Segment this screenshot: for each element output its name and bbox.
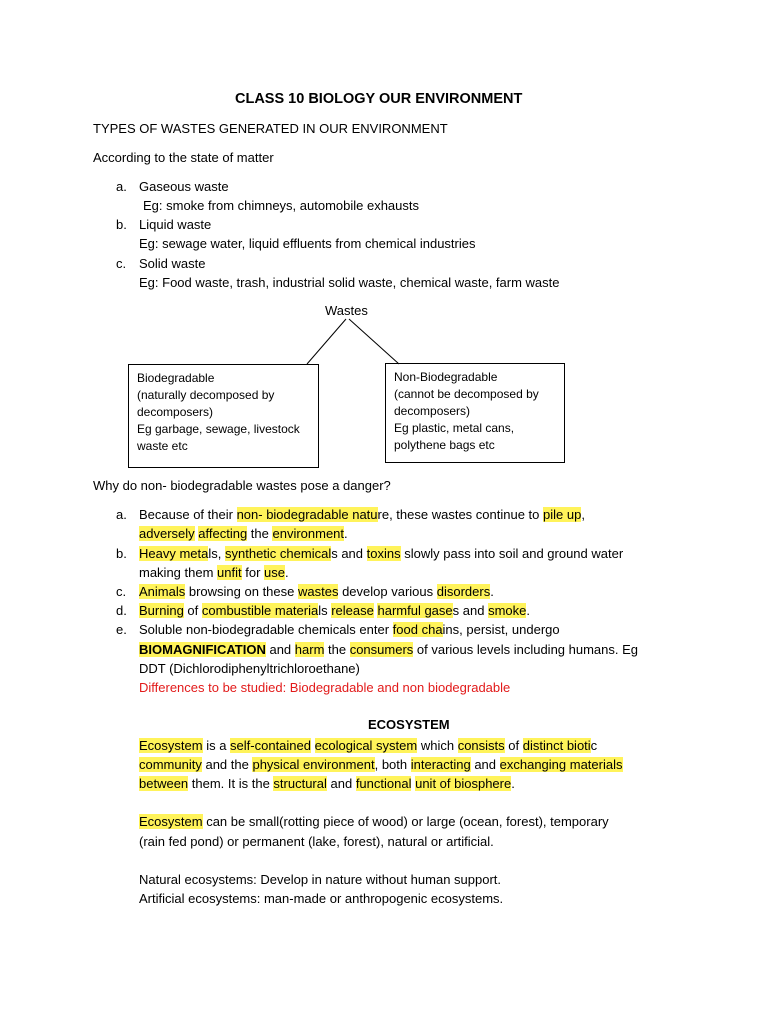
danger-marker-e: e. (116, 622, 127, 637)
biodegradable-line-2: (naturally decomposed by (137, 388, 275, 402)
non-biodegradable-box (385, 363, 565, 463)
danger-question: Why do non- biodegradable wastes pose a danger? (93, 478, 391, 493)
danger-d-line: Burning of combustible materials release harmful gases and smoke. (139, 603, 530, 618)
danger-marker-c: c. (116, 584, 127, 599)
state-marker-a: a. (116, 179, 127, 194)
state-liquid-eg: Eg: sewage water, liquid effluents from chemical industries (139, 236, 476, 251)
danger-b-line-1: Heavy metals, synthetic chemicals and toxins slowly pass into soil and ground water (139, 546, 624, 561)
ecosystem-p2-line-2: (rain fed pond) or permanent (lake, forest), natural or artificial. (139, 834, 494, 849)
state-gaseous-eg: Eg: smoke from chimneys, automobile exhausts (143, 198, 420, 213)
danger-marker-d: d. (116, 603, 127, 618)
non-biodegradable-line-5: polythene bags etc (394, 438, 495, 452)
danger-a-line-2: adversely affecting the environment. (139, 526, 348, 541)
biodegradable-line-4: Eg garbage, sewage, livestock (137, 422, 300, 436)
danger-b-line-2: making them unfit for use. (139, 565, 289, 580)
danger-e-line-1: Soluble non-biodegradable chemicals enter food chains, persist, undergo (139, 622, 560, 637)
biodegradable-line-5: waste etc (137, 439, 188, 453)
artificial-ecosystems: Artificial ecosystems: man-made or anthropogenic ecosystems. (139, 891, 504, 906)
biodegradable-box (128, 364, 319, 468)
danger-a-line-1: Because of their non- biodegradable nature, these wastes continue to pile up, (139, 507, 585, 522)
state-marker-b: b. (116, 217, 127, 232)
danger-c-line: Animals browsing on these wastes develop various disorders. (139, 584, 494, 599)
state-gaseous: Gaseous waste (139, 179, 229, 194)
diagram-root-label: Wastes (325, 303, 368, 318)
page-title: CLASS 10 BIOLOGY OUR ENVIRONMENT (235, 91, 523, 107)
danger-e-line-3: DDT (Dichlorodiphenyltrichloroethane) (139, 661, 360, 676)
ecosystem-p1-line-2: community and the physical environment, both interacting and exchanging materials (139, 757, 623, 772)
natural-ecosystems: Natural ecosystems: Develop in nature without human support. (139, 872, 502, 887)
danger-marker-a: a. (116, 507, 127, 522)
state-solid: Solid waste (139, 256, 206, 271)
biodegradable-line-3: decomposers) (137, 405, 214, 419)
state-liquid: Liquid waste (139, 217, 212, 232)
types-heading: TYPES OF WASTES GENERATED IN OUR ENVIRONMENT (93, 121, 448, 136)
ecosystem-p1-line-3: between them. It is the structural and functional unit of biosphere. (139, 776, 515, 791)
state-solid-eg: Eg: Food waste, trash, industrial solid waste, chemical waste, farm waste (139, 275, 560, 290)
danger-marker-b: b. (116, 546, 127, 561)
non-biodegradable-line-1: Non-Biodegradable (394, 370, 498, 384)
ecosystem-p1-line-1: Ecosystem is a self-contained ecological system which consists of distinct biotic (139, 738, 598, 753)
biodegradable-line-1: Biodegradable (137, 371, 215, 385)
ecosystem-heading: ECOSYSTEM (368, 717, 450, 732)
non-biodegradable-line-3: decomposers) (394, 404, 471, 418)
differences-note: Differences to be studied: Biodegradable and non biodegradable (139, 680, 511, 695)
non-biodegradable-line-4: Eg plastic, metal cans, (394, 421, 515, 435)
non-biodegradable-line-2: (cannot be decomposed by (394, 387, 539, 401)
state-marker-c: c. (116, 256, 127, 271)
ecosystem-p2-line-1: Ecosystem can be small(rotting piece of wood) or large (ocean, forest), temporary (139, 814, 609, 829)
danger-e-line-2: BIOMAGNIFICATION and harm the consumers of various levels including humans. Eg (139, 642, 639, 657)
according-text: According to the state of matter (93, 150, 274, 165)
